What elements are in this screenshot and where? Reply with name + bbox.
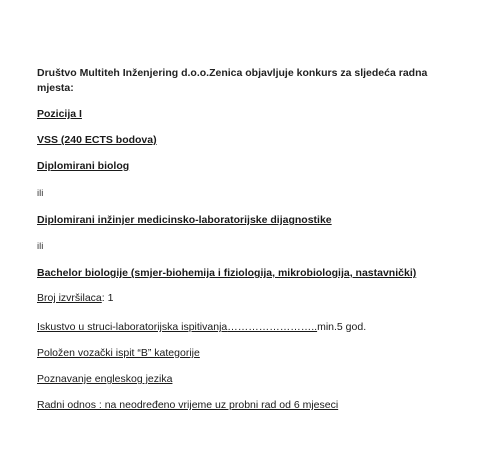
position-title: Pozicija I [37,108,82,120]
experience-value: min.5 god. [317,321,367,333]
executors-label: Broj izvršilaca [37,292,102,304]
driving-license-requirement: Položen vozački ispit “B” kategorije [37,347,200,359]
experience-requirement [37,321,366,334]
experience-label: Iskustvo u struci-laboratorijska ispitivanja [37,321,228,333]
degree-requirement: VSS (240 ECTS bodova) [37,134,157,146]
profession-lab-engineer: Diplomirani inžinjer medicinsko-laboratorijske dijagnostike [37,214,332,226]
or-separator-2: ili [37,241,44,252]
employment-terms: Radni odnos : na neodređeno vrijeme uz probni rad od 6 mjeseci [37,399,339,411]
executors-value: : 1 [101,292,114,304]
or-separator-1: ili [37,188,44,199]
profession-bachelor-biology: Bachelor biologije (smjer-biohemija i fiziologija, mikrobiologija, nastavnički) [37,267,417,279]
intro-text: Društvo Multiteh Inženjering d.o.o.Zenica objavljuje konkurs za sljedeća radna mjesta: [37,67,428,94]
experience-dots: …………………….. [227,321,318,333]
english-requirement: Poznavanje engleskog jezika [37,373,173,385]
profession-biologist: Diplomirani biolog [37,160,130,172]
executors-count [37,292,113,305]
